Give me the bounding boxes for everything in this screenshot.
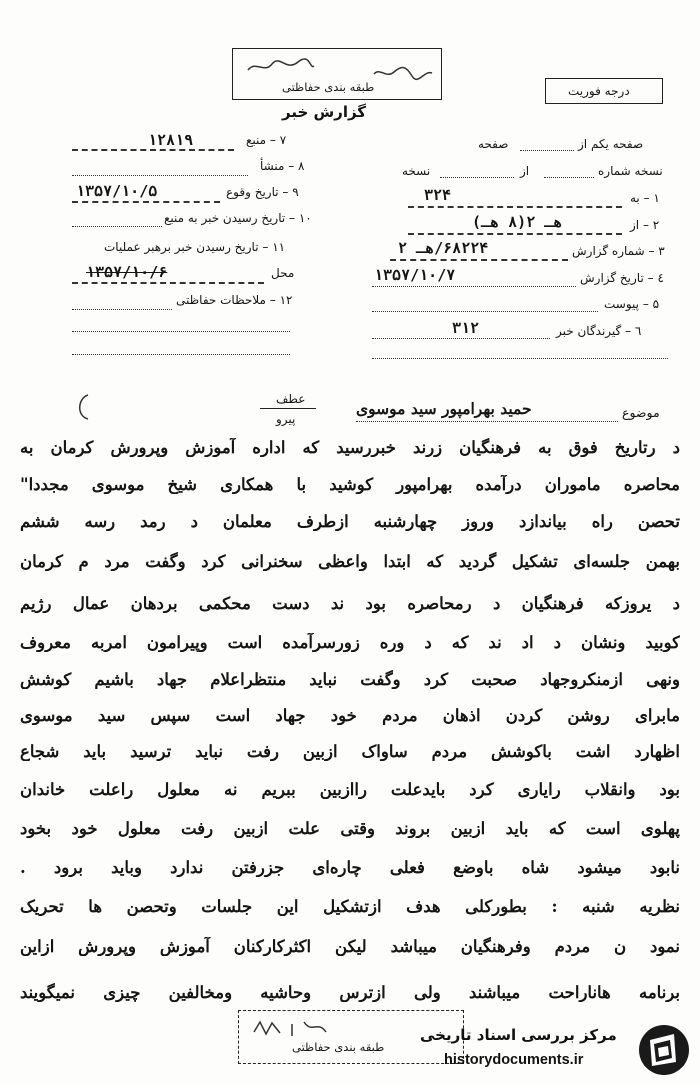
field-recipients-label: ٦ – گیرندگان خبر bbox=[556, 324, 642, 338]
archive-logo-icon bbox=[636, 1022, 692, 1078]
field-source-label: ۷ – منبع bbox=[246, 133, 287, 147]
classification-stamp-scribble bbox=[246, 58, 316, 76]
urgency-label: درجه فوریت bbox=[568, 84, 630, 98]
body-line: نظریه شنبه : بطورکلی هدف ازتشکیل این جلسات وتحصن ها تحریک bbox=[20, 897, 680, 916]
watermark-url: historydocuments.ir bbox=[444, 1052, 584, 1068]
body-line: پهلوی است که باید ازبین بروند وقتی علت ازبین رفت معلول خود بخود bbox=[20, 819, 680, 838]
field-copy-of: از bbox=[520, 164, 530, 178]
body-line: ونهی ازمنکروجهاد صحبت کرد وگفت نباید منتظراعلام جهاد باشیم کوشش bbox=[20, 670, 680, 689]
classification-bottom: طبقه بندی حفاظتی bbox=[292, 1040, 385, 1054]
field-report-number-label: ۳ – شماره گزارش bbox=[572, 244, 665, 258]
field-from-label: ۲ – از bbox=[630, 218, 660, 232]
field-report-date-label: ٤ – تاریخ گزارش bbox=[580, 271, 664, 285]
field-copy-label: نسخه شماره bbox=[598, 164, 663, 178]
classification-stamp-scribble bbox=[372, 64, 434, 82]
body-line: محاصره ماموران درآمده بهرامپور کوشید با همکاری شیخ موسوی مجددا" bbox=[20, 475, 680, 494]
field-attachment-label: ۵ – پیوست bbox=[604, 297, 660, 311]
body-line: نمود ن مردم وفرهنگیان میباشد لیکن اکثرکارکنان آموزش وپرورش ازاین bbox=[20, 937, 680, 956]
field-date-occurred-label: ۹ – تاریخ وقوع bbox=[226, 185, 299, 199]
field-date-received-source-label: ۱۰ – تاریخ رسیدن خبر به منبع bbox=[164, 211, 312, 225]
body-line: کوبید ونشان د اد ند که د وره زورسرآمده است وپیرامون امربه معروف bbox=[20, 633, 680, 652]
subject-value: حمید بهرامپور سید موسوی bbox=[356, 399, 532, 418]
watermark-text: مرکز بررسی اسناد تاریخی bbox=[420, 1026, 617, 1044]
field-recipients-value: ۳۱۲ bbox=[452, 319, 480, 337]
body-line: مابرای روشن کردن اذهان مردم خود جهاد است سپس سید موسوی bbox=[20, 706, 680, 725]
field-report-number-value: ۶۸۲۲۴/هـ ۲ bbox=[398, 239, 489, 257]
field-report-date-value: ۱۳۵۷/۱۰/۷ bbox=[374, 266, 456, 284]
subject-label: موضوع bbox=[622, 405, 660, 420]
body-line: برنامه هاناراحت میباشند ولی ازترس وحاشیه ومخالفین چیزی نمیگویند bbox=[20, 983, 680, 1002]
field-location-label: محل bbox=[271, 266, 295, 280]
classification-stamp-scribble bbox=[252, 1018, 332, 1040]
field-date-occurred-value: ۱۳۵۷/۱۰/۵ bbox=[76, 182, 158, 200]
field-page-value: صفحه bbox=[478, 137, 509, 151]
field-location-value: ۱۳۵۷/۱۰/۶ bbox=[86, 263, 168, 281]
field-origin-label: ۸ – منشأ bbox=[260, 159, 305, 173]
body-line: نابود میشود شاه باوضع فعلی چاره‌ای جزرفتن ندارد وباید برود . bbox=[20, 858, 680, 877]
field-security-notes-label: ۱۲ – ملاحظات حفاظتی bbox=[176, 293, 293, 307]
body-line: اظهارد اشت باکوشش مردم ساواک ازبین رفت نباید ترسید باید شجاع bbox=[20, 742, 680, 761]
peyro-label: پیرو bbox=[276, 412, 296, 426]
body-line: بود وانقلاب رایاری کرد بایدعلت راازبین ببریم نه معلول راعلت خاندان bbox=[20, 780, 680, 799]
body-line: بهمن جلسه‌ای تشکیل گردید که ابتدا واعظی سخنرانی کرد وگفت مرد م کرمان bbox=[20, 552, 680, 571]
report-title: گزارش خبر bbox=[282, 103, 367, 121]
field-date-received-leader-label: ۱۱ – تاریخ رسیدن خبر برهبر عملیات bbox=[104, 240, 286, 254]
bracket-mark bbox=[72, 392, 90, 422]
field-copy-extra: نسخه bbox=[402, 164, 431, 178]
body-line: د رتاریخ فوق به فرهنگیان زرند خبررسید که اداره آموزش وپرورش کرمان به bbox=[20, 438, 680, 457]
field-to-label: ۱ – به bbox=[630, 191, 660, 205]
body-line: د یروزکه فرهنگیان د رمحاصره بود ند دست محکمی بردهان عمال رژیم bbox=[20, 594, 680, 613]
field-page-label: صفحه یکم از bbox=[578, 137, 644, 151]
atf-label: عطف bbox=[276, 392, 306, 406]
body-line: تحصن راه بیاندازد وروز چهارشنبه ازطرف معلمان د رمد رسه ششم bbox=[20, 512, 680, 531]
field-to-value: ۳۲۴ bbox=[424, 186, 452, 204]
field-from-value: هـ ۲(۸ هـ) bbox=[472, 213, 563, 231]
classification-top: طبقه بندی حفاظتی bbox=[282, 80, 375, 94]
field-source-value: ۱۲۸۱۹ bbox=[148, 131, 194, 149]
